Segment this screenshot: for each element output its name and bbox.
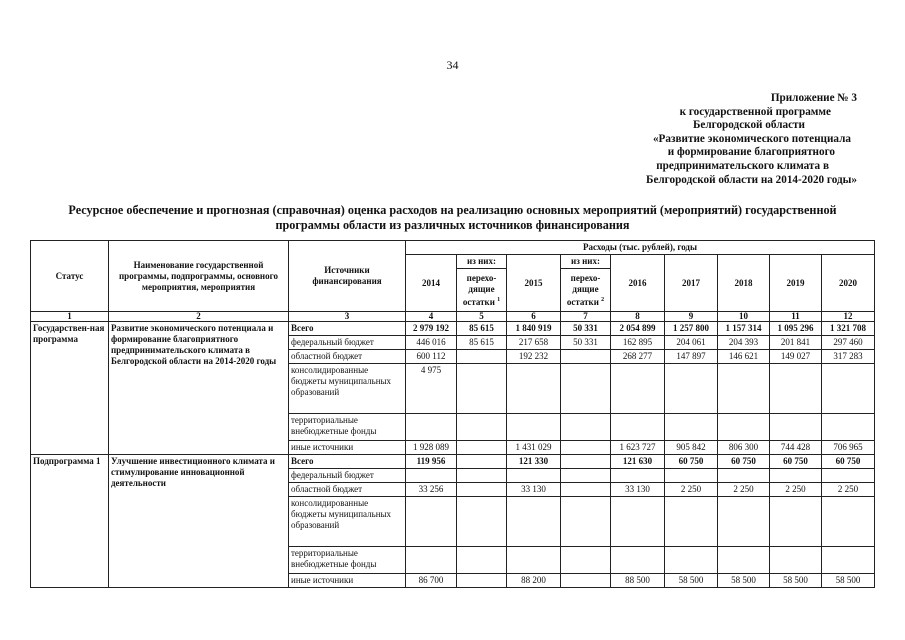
- row-value: 85 615: [457, 322, 507, 336]
- row-value: 60 750: [770, 455, 822, 469]
- row-value: [611, 497, 665, 547]
- row-funding-source: Всего: [289, 322, 406, 336]
- row-funding-source: иные источники: [289, 441, 406, 455]
- header-transit-label: перехо-дящие остатки: [566, 272, 601, 307]
- row-value: [507, 414, 561, 441]
- row-value: [770, 414, 822, 441]
- row-value: 268 277: [611, 350, 665, 364]
- appendix-line: «Развитие экономического потенциала: [652, 132, 851, 145]
- column-number: 8: [611, 312, 665, 322]
- row-value: [406, 414, 457, 441]
- column-number: 2: [109, 312, 289, 322]
- table-body: [31, 322, 875, 588]
- row-value: [611, 469, 665, 483]
- row-value: [822, 414, 875, 441]
- row-value: [718, 469, 770, 483]
- row-value: 58 500: [770, 574, 822, 588]
- row-value: [718, 414, 770, 441]
- row-status: Подпрограмма 1: [31, 455, 109, 588]
- row-value: 806 300: [718, 441, 770, 455]
- row-value: 33 256: [406, 483, 457, 497]
- row-value: [457, 364, 507, 414]
- header-year-2018: 2018: [718, 255, 770, 312]
- row-funding-source: Всего: [289, 455, 406, 469]
- row-value: 1 095 296: [770, 322, 822, 336]
- row-funding-source: федеральный бюджет: [289, 336, 406, 350]
- column-number: 11: [770, 312, 822, 322]
- header-status: Статус: [31, 241, 109, 312]
- row-value: [561, 455, 611, 469]
- header-year-2019: 2019: [770, 255, 822, 312]
- row-value: [457, 441, 507, 455]
- row-value: 204 061: [665, 336, 718, 350]
- appendix-line: предпринимательского климата в: [656, 159, 829, 172]
- appendix-line: Белгородской области: [693, 119, 805, 132]
- header-of-them: из них:: [561, 255, 611, 269]
- row-value: 217 658: [507, 336, 561, 350]
- row-funding-source: иные источники: [289, 574, 406, 588]
- row-value: 192 232: [507, 350, 561, 364]
- row-value: [457, 547, 507, 574]
- table-row: [31, 322, 875, 336]
- row-program-name: Развитие экономического потенциала и формирование благоприятного предпринимательского климата в Белгородской области на 2014-2020 годы: [109, 322, 289, 455]
- row-value: [665, 414, 718, 441]
- row-value: 58 500: [665, 574, 718, 588]
- row-value: 50 331: [561, 322, 611, 336]
- row-value: 744 428: [770, 441, 822, 455]
- row-value: [457, 455, 507, 469]
- row-value: [507, 364, 561, 414]
- column-number: 7: [561, 312, 611, 322]
- row-value: 162 895: [611, 336, 665, 350]
- header-transit-label: перехо-дящие остатки: [462, 272, 497, 307]
- row-value: 1 623 727: [611, 441, 665, 455]
- footnote-mark: 1: [497, 296, 501, 303]
- table-row: [31, 455, 875, 469]
- header-year-2014: 2014: [406, 255, 457, 312]
- row-value: [770, 497, 822, 547]
- row-program-name: Улучшение инвестиционного климата и стимулирование инновационной деятельности: [109, 455, 289, 588]
- row-value: 2 054 899: [611, 322, 665, 336]
- row-value: 88 200: [507, 574, 561, 588]
- row-value: [718, 497, 770, 547]
- row-value: [561, 364, 611, 414]
- header-name: Наименование государственной программы, подпрограммы, основного мероприятия, мероприятия: [109, 241, 289, 312]
- row-value: [770, 364, 822, 414]
- row-value: 2 979 192: [406, 322, 457, 336]
- row-value: [665, 364, 718, 414]
- row-value: [457, 497, 507, 547]
- row-value: 60 750: [822, 455, 875, 469]
- row-value: 317 283: [822, 350, 875, 364]
- header-transit-1: [457, 269, 507, 312]
- row-value: [406, 547, 457, 574]
- row-value: 33 130: [611, 483, 665, 497]
- appendix-line: к государственной программе: [679, 105, 831, 118]
- column-number-row: [31, 312, 875, 322]
- row-value: 58 500: [822, 574, 875, 588]
- column-number: 5: [457, 312, 507, 322]
- row-value: [406, 497, 457, 547]
- row-funding-source: областной бюджет: [289, 483, 406, 497]
- row-value: [561, 547, 611, 574]
- row-value: 201 841: [770, 336, 822, 350]
- row-value: [822, 547, 875, 574]
- row-value: 1 840 919: [507, 322, 561, 336]
- row-value: [611, 547, 665, 574]
- row-funding-source: территориальные внебюджетные фонды: [289, 414, 406, 441]
- page-number: 34: [446, 58, 459, 72]
- row-value: 58 500: [718, 574, 770, 588]
- row-value: 446 016: [406, 336, 457, 350]
- header-year-2020: 2020: [822, 255, 875, 312]
- row-value: [561, 469, 611, 483]
- row-value: 2 250: [770, 483, 822, 497]
- header-of-them: из них:: [457, 255, 507, 269]
- row-value: 1 257 800: [665, 322, 718, 336]
- row-value: [718, 547, 770, 574]
- row-value: [457, 414, 507, 441]
- row-value: 600 112: [406, 350, 457, 364]
- row-value: 85 615: [457, 336, 507, 350]
- header-expenses: Расходы (тыс. рублей), годы: [406, 241, 875, 255]
- document-title: [40, 203, 865, 233]
- row-value: [665, 497, 718, 547]
- row-value: [457, 469, 507, 483]
- document-title-line-1: Ресурсное обеспечение и прогнозная (справочная) оценка расходов на реализацию основных мероприятий (мероприятий) государственной: [68, 203, 837, 217]
- document-title-line-2: программы области из различных источников финансирования: [275, 218, 630, 232]
- row-funding-source: консолидированные бюджеты муниципальных образований: [289, 364, 406, 414]
- row-value: 2 250: [665, 483, 718, 497]
- row-value: 121 630: [611, 455, 665, 469]
- row-value: 119 956: [406, 455, 457, 469]
- row-value: [457, 350, 507, 364]
- header-year-2017: 2017: [665, 255, 718, 312]
- column-number: 6: [507, 312, 561, 322]
- appendix-header: [557, 92, 857, 187]
- appendix-line: и формирование благоприятного: [667, 146, 835, 159]
- row-value: 86 700: [406, 574, 457, 588]
- row-value: [507, 497, 561, 547]
- row-value: [561, 441, 611, 455]
- row-value: [457, 574, 507, 588]
- row-value: [561, 350, 611, 364]
- row-value: 204 393: [718, 336, 770, 350]
- row-funding-source: областной бюджет: [289, 350, 406, 364]
- row-value: 1 928 089: [406, 441, 457, 455]
- row-value: 4 975: [406, 364, 457, 414]
- row-value: [822, 364, 875, 414]
- column-number: 1: [31, 312, 109, 322]
- row-value: 60 750: [665, 455, 718, 469]
- row-value: 706 965: [822, 441, 875, 455]
- column-number: 3: [289, 312, 406, 322]
- row-value: [822, 469, 875, 483]
- row-value: [457, 483, 507, 497]
- row-funding-source: консолидированные бюджеты муниципальных образований: [289, 497, 406, 547]
- header-year-2015: 2015: [507, 255, 561, 312]
- row-value: [770, 547, 822, 574]
- appendix-line: Белгородской области на 2014-2020 годы»: [646, 173, 857, 186]
- row-value: [561, 483, 611, 497]
- row-value: 88 500: [611, 574, 665, 588]
- row-funding-source: территориальные внебюджетные фонды: [289, 547, 406, 574]
- header-year-2016: 2016: [611, 255, 665, 312]
- row-value: 149 027: [770, 350, 822, 364]
- row-funding-source: федеральный бюджет: [289, 469, 406, 483]
- row-value: [822, 497, 875, 547]
- appendix-line: Приложение № 3: [770, 92, 857, 104]
- row-value: [561, 574, 611, 588]
- row-value: 1 157 314: [718, 322, 770, 336]
- row-value: 1 431 029: [507, 441, 561, 455]
- row-value: 297 460: [822, 336, 875, 350]
- row-value: 60 750: [718, 455, 770, 469]
- row-value: [611, 364, 665, 414]
- column-number: 4: [406, 312, 457, 322]
- row-value: 33 130: [507, 483, 561, 497]
- row-value: 146 621: [718, 350, 770, 364]
- row-value: 2 250: [822, 483, 875, 497]
- column-number: 10: [718, 312, 770, 322]
- footnote-mark: 2: [601, 296, 605, 303]
- row-value: 905 842: [665, 441, 718, 455]
- row-value: [561, 497, 611, 547]
- row-value: [665, 547, 718, 574]
- row-value: [718, 364, 770, 414]
- row-value: [507, 547, 561, 574]
- row-value: [406, 469, 457, 483]
- header-transit-2: [561, 269, 611, 312]
- column-number: 9: [665, 312, 718, 322]
- row-value: [611, 414, 665, 441]
- row-value: 147 897: [665, 350, 718, 364]
- row-value: 2 250: [718, 483, 770, 497]
- row-value: 50 331: [561, 336, 611, 350]
- column-number: 12: [822, 312, 875, 322]
- header-source: Источники финансирования: [289, 241, 406, 312]
- row-value: 1 321 708: [822, 322, 875, 336]
- budget-table: [30, 240, 875, 588]
- row-value: [770, 469, 822, 483]
- row-value: [507, 469, 561, 483]
- row-value: 121 330: [507, 455, 561, 469]
- row-value: [561, 414, 611, 441]
- row-value: [665, 469, 718, 483]
- row-status: Государствен-ная программа: [31, 322, 109, 455]
